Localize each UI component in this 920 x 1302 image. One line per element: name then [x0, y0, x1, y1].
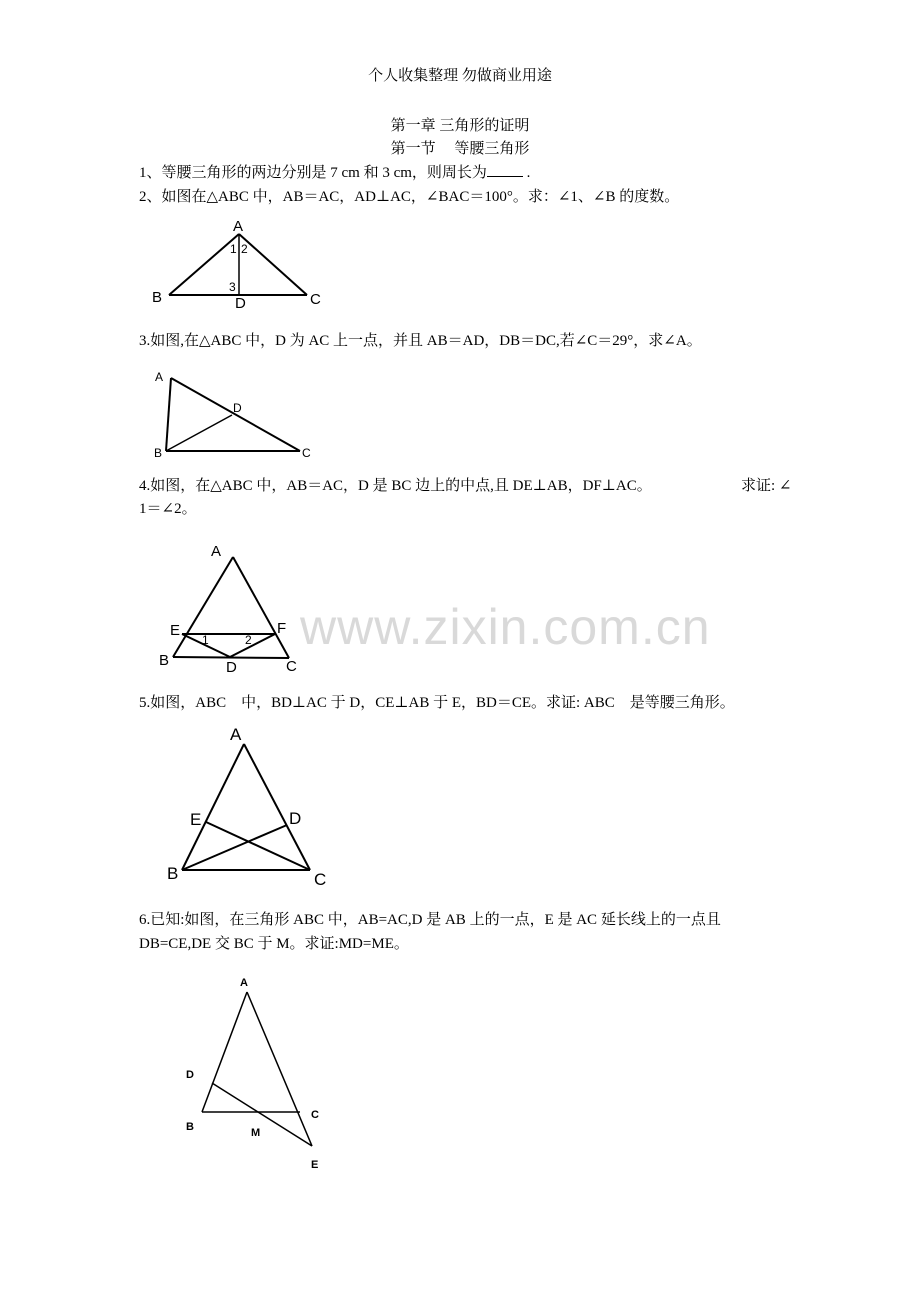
- question-4-text: 4.如图，在△ABC 中，AB＝AC，D 是 BC 边上的中点,且 DE⊥AB，DF⊥AC。: [139, 478, 652, 494]
- label-B: B: [186, 1121, 194, 1133]
- question-6-line1: 6.已知:如图，在三角形 ABC 中，AB=AC,D 是 AB 上的一点，E 是 AC 延长线上的一点且: [139, 912, 721, 928]
- answer-blank: [487, 162, 523, 177]
- label-B: B: [154, 446, 163, 460]
- label-A: A: [233, 218, 244, 235]
- question-5: 5.如图，ABC 中，BD⊥AC 于 D，CE⊥AB 于 E，BD＝CE。求证: ABC 是等腰三角形。: [139, 695, 735, 711]
- label-M: M: [251, 1127, 261, 1139]
- label-D: D: [289, 809, 302, 828]
- figure-3: [150, 365, 320, 465]
- label-E: E: [311, 1159, 319, 1171]
- label-1: 1: [202, 633, 209, 647]
- label-B: B: [159, 652, 170, 669]
- label-2: 2: [245, 633, 252, 647]
- question-1: [139, 162, 530, 183]
- label-C: C: [310, 291, 321, 308]
- label-3: 3: [229, 280, 236, 294]
- label-C: C: [314, 870, 327, 889]
- label-A: A: [155, 370, 164, 384]
- label-A: A: [230, 725, 242, 744]
- label-2: 2: [241, 242, 248, 256]
- label-A: A: [240, 977, 248, 989]
- label-E: E: [190, 810, 202, 829]
- section-title: 第一节 等腰三角形: [390, 141, 530, 157]
- label-F: F: [277, 620, 287, 637]
- question-2: 2、如图在△ABC 中，AB＝AC，AD⊥AC，∠BAC＝100°。求：∠1、∠B 的度数。: [139, 189, 680, 205]
- label-D: D: [186, 1069, 194, 1081]
- question-3: 3.如图,在△ABC 中，D 为 AC 上一点，并且 AB＝AD，DB＝DC,若∠C＝29°，求∠A。: [139, 333, 702, 349]
- chapter-title: 第一章 三角形的证明: [390, 118, 530, 134]
- label-D: D: [233, 401, 242, 415]
- figure-6: [180, 970, 340, 1180]
- label-C: C: [286, 658, 297, 675]
- figure-4: [155, 540, 315, 680]
- label-B: B: [152, 289, 163, 306]
- header-note: 个人收集整理 勿做商业用途: [368, 68, 552, 84]
- label-C: C: [311, 1109, 319, 1121]
- figure-2: [140, 215, 340, 315]
- label-B: B: [167, 864, 179, 883]
- question-1-end: .: [522, 165, 531, 181]
- watermark: www.zixin.com.cn: [300, 599, 711, 655]
- label-E: E: [170, 622, 181, 639]
- label-D: D: [226, 659, 237, 676]
- question-4-line2: 1＝∠2。: [139, 501, 197, 517]
- question-4-line1: [139, 476, 652, 496]
- question-6-line2: DB=CE,DE 交 BC 于 M。求证:MD=ME。: [139, 936, 409, 952]
- label-C: C: [302, 446, 311, 460]
- question-1-text: 1、等腰三角形的两边分别是 7 cm 和 3 cm，则周长为: [139, 165, 487, 181]
- figure-5: [160, 722, 340, 892]
- question-4-prove: 求证: ∠: [741, 478, 792, 494]
- label-D: D: [235, 295, 246, 312]
- label-1: 1: [230, 242, 237, 256]
- label-A: A: [211, 543, 222, 560]
